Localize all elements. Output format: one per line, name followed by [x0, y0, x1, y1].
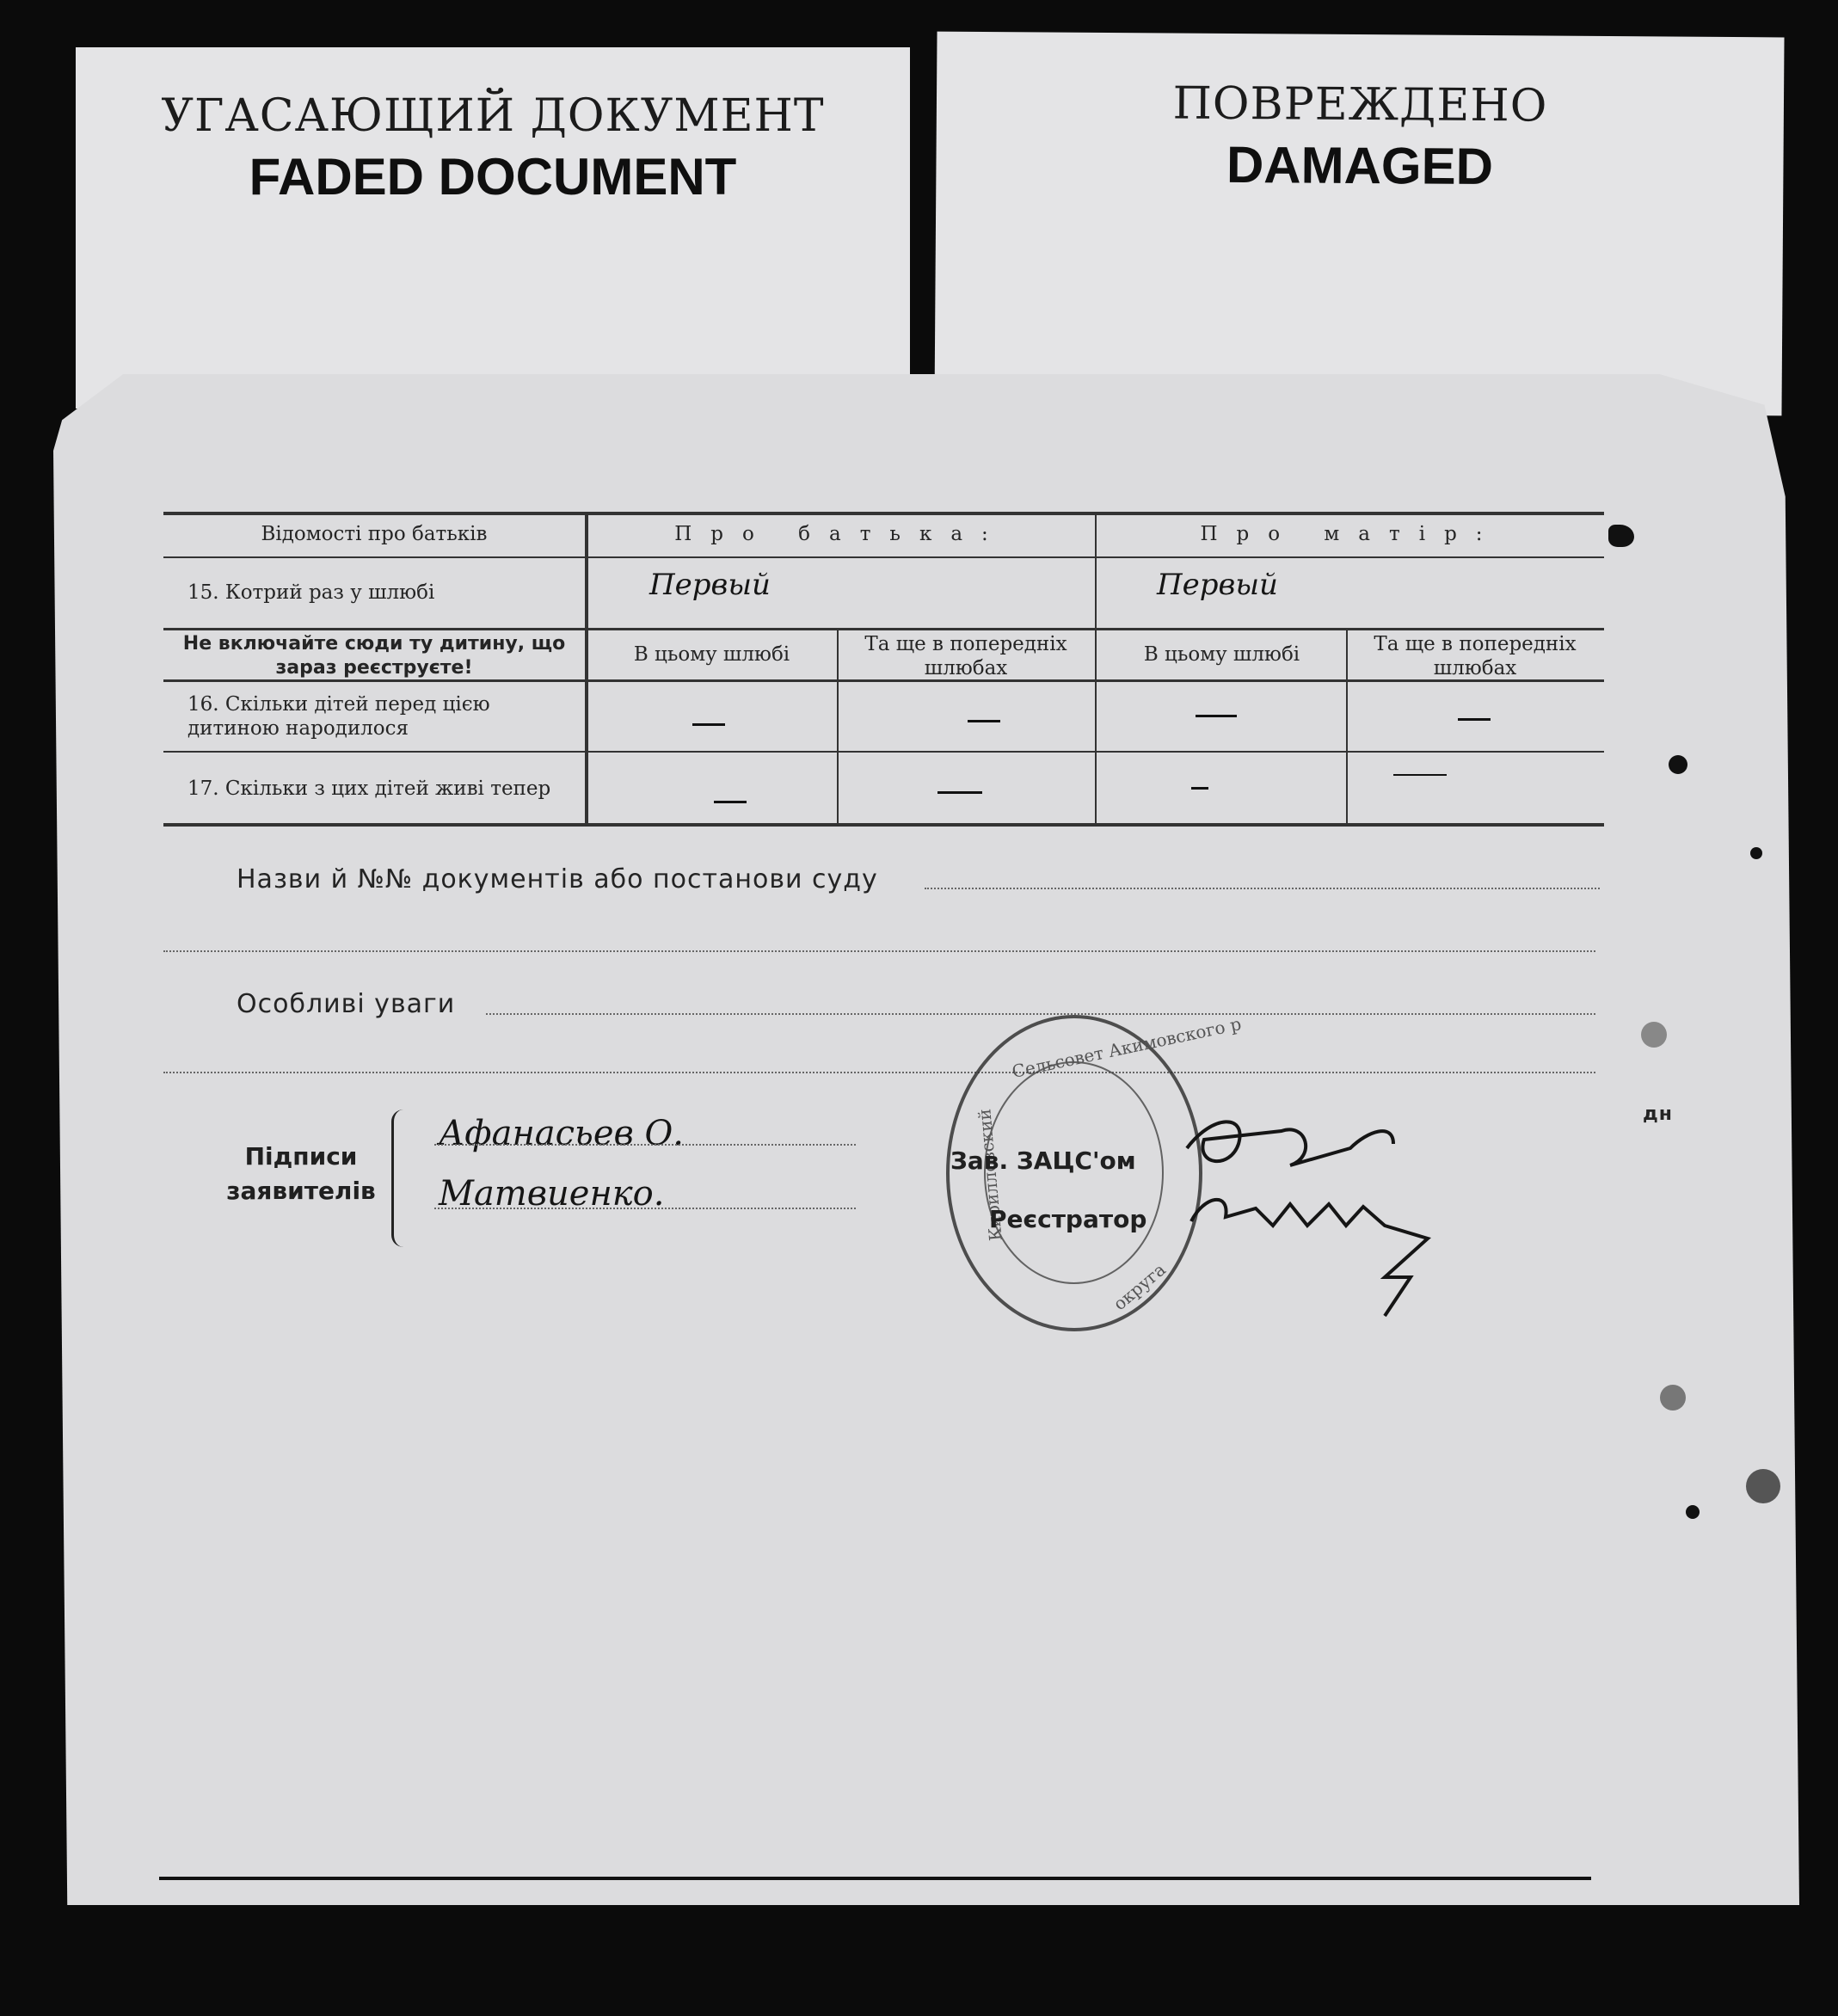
faded-document-card [76, 47, 910, 409]
stamp-text-bottom: округа [1109, 1258, 1170, 1315]
header-parents-info: Відомості про батьків [261, 523, 488, 545]
margin-mark: дн [1643, 1103, 1673, 1125]
parents-info-table [163, 512, 1604, 826]
signatures-brace [391, 1109, 409, 1247]
table-rule [163, 556, 1604, 558]
row15-father-value: Первый [649, 568, 771, 602]
row16-value-dash [1196, 715, 1237, 717]
row16-value-dash [968, 720, 1000, 722]
damaged-card [934, 32, 1784, 416]
row17-value-dash [714, 801, 747, 803]
notes-field-label: Особливі уваги [237, 989, 456, 1019]
punch-hole [1660, 1385, 1686, 1411]
signatures-label-line2: заявителів [226, 1177, 376, 1205]
stamp-text-left: Кирилловский [974, 1108, 1006, 1242]
notes-dotted-line [486, 1013, 1595, 1015]
signature-dotted-line [434, 1208, 856, 1209]
stamp-text-top: Сельсовет Акимовского р [1010, 1013, 1244, 1082]
documents-field-label: Назви й №№ документів або постанови суду [237, 864, 878, 894]
punch-hole [1641, 1022, 1667, 1048]
bottom-rule [159, 1877, 1591, 1880]
father-previous-marriages-header: Та ще в попередніх шлюбах [864, 633, 1067, 679]
father-this-marriage-header: В цьому шлюбі [633, 643, 790, 666]
damaged-label-en: DAMAGED [1226, 135, 1494, 196]
torn-corner [1608, 525, 1634, 547]
punch-hole [1669, 755, 1687, 774]
row15-mother-value: Первый [1157, 568, 1278, 602]
punch-hole [1686, 1505, 1700, 1519]
signature-dotted-line [434, 1144, 856, 1146]
table-rule [163, 512, 1604, 515]
mother-this-marriage-header: В цьому шлюбі [1143, 643, 1300, 666]
header-father: Про батька: [674, 523, 1007, 545]
row-note: Не включайте сюди ту дитину, що зараз реєструєте! [182, 633, 566, 679]
table-rule [163, 823, 1604, 827]
documents-dotted-line [163, 950, 1595, 952]
punch-hole [1746, 1469, 1780, 1503]
row16-value-dash [692, 723, 725, 726]
documents-dotted-line [925, 888, 1600, 889]
head-of-registry-label: Зав. ЗАЦС'ом [950, 1146, 1136, 1175]
table-rule [585, 512, 588, 823]
table-rule [837, 628, 839, 823]
row16-label: 16. Скільки дітей перед цією дитиною народилося [187, 693, 490, 740]
faded-label-en: FADED DOCUMENT [249, 148, 737, 206]
mother-previous-marriages-header: Та ще в попередніх шлюбах [1374, 633, 1577, 679]
applicant2-signature: Матвиенко. [439, 1174, 665, 1214]
table-rule [1095, 512, 1097, 823]
punch-hole [1750, 847, 1762, 859]
signatures-label-line1: Підписи [244, 1142, 358, 1171]
row17-value-dash [937, 791, 982, 794]
row15-label: 15. Котрий раз у шлюбі [187, 581, 435, 604]
faded-label-ru: УГАСАЮЩИЙ ДОКУМЕНТ [161, 90, 825, 142]
row17-label: 17. Скільки з цих дітей живі тепер [187, 778, 551, 800]
row17-value-dash [1191, 787, 1208, 790]
table-rule [163, 628, 1604, 630]
damaged-label-ru: ПОВРЕЖДЕНО [1172, 77, 1548, 132]
applicant1-signature: Афанасьев О. [439, 1114, 684, 1153]
header-mother: Про матір: [1200, 523, 1502, 545]
signatures-label [215, 1140, 387, 1208]
registrar-label: Реєстратор [989, 1205, 1147, 1233]
table-rule [163, 751, 1604, 753]
row17-value-dash [1393, 774, 1447, 776]
notes-dotted-line [163, 1072, 1595, 1073]
table-rule [1346, 628, 1348, 823]
official-signatures-drawing [1178, 1097, 1462, 1337]
row16-value-dash [1458, 718, 1491, 721]
